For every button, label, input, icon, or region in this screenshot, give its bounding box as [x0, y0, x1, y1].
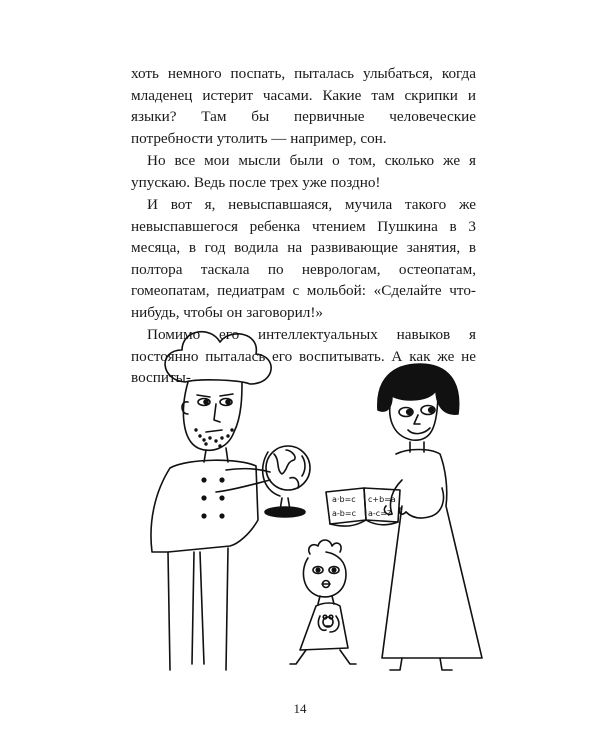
book-right-line-1: c+b=a — [368, 495, 396, 504]
math-book — [326, 488, 400, 526]
chef-jacket — [151, 460, 258, 552]
father-figure — [151, 332, 271, 670]
mother-dress — [382, 450, 482, 659]
book-left-line-2: a-b=c — [332, 509, 356, 518]
baby-dress — [300, 603, 348, 650]
baby-head — [303, 552, 346, 597]
paragraph: И вот я, невыспавшаяся, мучила такого же невыспавшегося ребенка чтением Пушкина в 3 месяца, в год водила на развивающие занятия, в полтора таскала по неврологам, остеопатам, гомеопатам, педиатрам с мольбой: «Сделайте что-нибудь, чтобы он заговорил!» — [131, 196, 476, 321]
page-number: 14 — [293, 701, 307, 716]
globe-icon — [263, 446, 310, 517]
chef-hat — [165, 332, 271, 384]
paragraph: Но все мои мысли были о том, сколько же я упускаю. Ведь после трех уже поздно! — [131, 152, 476, 191]
family-illustration — [130, 320, 490, 690]
teddy-icon — [323, 615, 333, 627]
paragraph: Помимо его интеллектуальных навыков я постоянно пыталась его воспитывать. А как же не воспиты- — [131, 326, 476, 386]
mother-figure — [378, 364, 482, 670]
father-head — [183, 382, 242, 450]
book-right-line-2: a-c=? — [368, 509, 392, 518]
baby-figure — [290, 540, 356, 664]
book-left-line-1: a·b=c — [332, 495, 356, 504]
paragraph: хоть немного поспать, пыталась улыбаться, когда младенец истерит часами. Какие там скрипки и языки? Там бы первичные человеческие потребности утолить — например, сон. — [131, 65, 476, 147]
